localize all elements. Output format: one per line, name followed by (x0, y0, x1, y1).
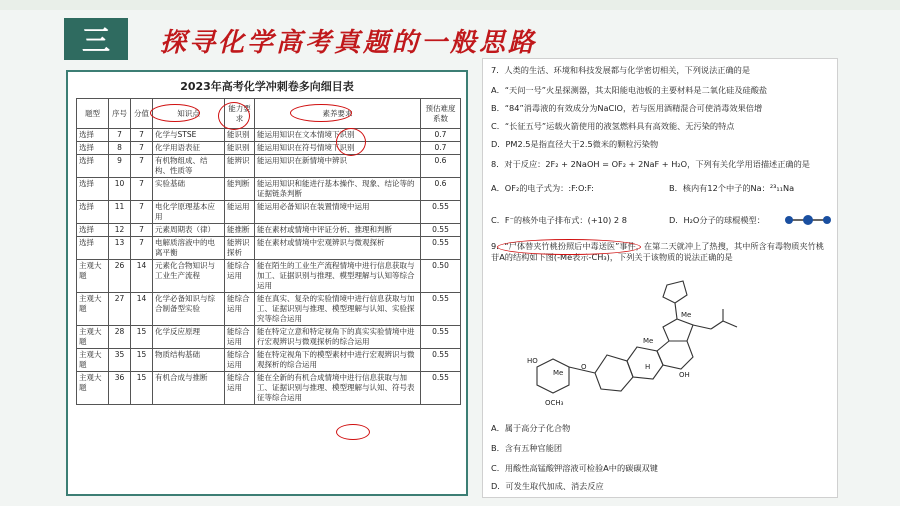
table-cell: 主观大题 (77, 293, 109, 326)
table-cell: 能在全新的有机合成情境中进行信息获取与加工、证据识别与推理、模型理解与认知、符号表征等综合运用 (255, 372, 421, 405)
table-cell: 选择 (77, 237, 109, 260)
table-cell: 0.6 (421, 155, 461, 178)
table-cell: 能综合运用 (225, 260, 255, 293)
table-cell: 电化学原理基本应用 (153, 201, 225, 224)
table-cell: 35 (109, 349, 131, 372)
table-cell: 实验基础 (153, 178, 225, 201)
table-cell: 0.7 (421, 142, 461, 155)
table-cell: 选择 (77, 224, 109, 237)
top-strip (0, 0, 900, 10)
table-cell: 电解质溶液中的电离平衡 (153, 237, 225, 260)
slide-title: 探寻化学高考真题的一般思路 (160, 28, 538, 58)
mol-label: OH (679, 371, 690, 379)
table-cell: 12 (109, 224, 131, 237)
table-cell: 能运用知识在文本情境下识别 (255, 129, 421, 142)
table-cell: 能运用知识在符号情境下识别 (255, 142, 421, 155)
table-cell: 0.55 (421, 326, 461, 349)
q7-option: A．“天问一号”火星探测器，其太阳能电池板的主要材料是二氧化硅及硅酸盐 (491, 85, 768, 95)
col-header: 题型 (77, 99, 109, 129)
table-cell: 36 (109, 372, 131, 405)
table-cell: 能在素材或情境中宏观辨识与微观探析 (255, 237, 421, 260)
table-cell: 选择 (77, 142, 109, 155)
col-header: 预估难度系数 (421, 99, 461, 129)
table-cell: 能识别 (225, 142, 255, 155)
highlight-oval (218, 102, 250, 130)
col-header: 知识点 (153, 99, 225, 129)
q9-option: C．用酸性高锰酸钾溶液可检验A中的碳碳双键 (491, 463, 658, 473)
table-cell: 主观大题 (77, 372, 109, 405)
mol-label: Me (643, 337, 654, 345)
table-cell: 7 (131, 224, 153, 237)
col-header: 能力要求 (225, 99, 255, 129)
water-ball-stick-model (783, 213, 833, 227)
table-cell: 能在特定立意和特定视角下的真实实验情境中进行宏观辨识与微观探析的综合运用 (255, 326, 421, 349)
table-cell: 11 (109, 201, 131, 224)
table-cell: 化学用语表征 (153, 142, 225, 155)
q8-option-d: D．H₂O分子的球棍模型： (669, 215, 765, 225)
table-cell: 能辨识 (225, 155, 255, 178)
spec-table-panel (66, 70, 468, 496)
table-row (77, 372, 461, 405)
spec-table (76, 98, 461, 405)
table-cell: 7 (131, 201, 153, 224)
table-cell: 主观大题 (77, 349, 109, 372)
table-title: 2023年高考化学冲刺卷多向细目表 (180, 80, 354, 93)
table-row (77, 224, 461, 237)
mol-label: O (581, 363, 587, 371)
table-cell: 能运用必备知识在装置情境中运用 (255, 201, 421, 224)
q7-option: B．“84”消毒液的有效成分为NaClO，若与医用酒精混合可使消毒效果倍增 (491, 103, 763, 113)
table-cell: 能运用 (225, 201, 255, 224)
table-cell: 能在真实、复杂的实验情境中进行信息获取与加工、证据识别与推理、模型理解与认知、实验探究等综合运用 (255, 293, 421, 326)
highlight-oval (150, 104, 200, 122)
q7-option: D．PM2.5是指直径大于2.5微米的颗粒污染物 (491, 139, 659, 149)
table-cell: 13 (109, 237, 131, 260)
q7-option: C．“长征五号”运载火箭使用的液氢燃料具有高效能、无污染的特点 (491, 121, 735, 131)
table-cell: 化学必备知识与综合制备型实验 (153, 293, 225, 326)
col-header: 素养要求 (255, 99, 421, 129)
table-row (77, 260, 461, 293)
q9-stem: 9．“尸体替夹竹桃扮照后中毒送医”事件，在第二天就冲上了热搜，其中所含有毒物质夹竹桃苷A的结构如下图(-Me表示-CH₃)，下列关于该物质的说法正确的是 (491, 241, 825, 262)
table-row (77, 155, 461, 178)
table-row (77, 129, 461, 142)
table-cell: 0.7 (421, 129, 461, 142)
q8-option-c: C．F⁻的核外电子排布式：(+10) 2 8 (491, 215, 627, 225)
table-cell: 选择 (77, 129, 109, 142)
table-cell: 7 (131, 155, 153, 178)
table-cell: 7 (131, 237, 153, 260)
table-cell: 能综合运用 (225, 349, 255, 372)
table-cell: 8 (109, 142, 131, 155)
table-cell: 能运用知识在新情境中辨识 (255, 155, 421, 178)
table-cell: 7 (131, 142, 153, 155)
q9-option: D．可发生取代加成、消去反应 (491, 481, 604, 491)
oleandrin-structure-diagram (527, 277, 757, 407)
q7-stem: 7．人类的生活、环境和科技发展都与化学密切相关，下列说法正确的是 (491, 65, 751, 75)
table-cell: 能在特定视角下的模型素材中进行宏观辨识与微观探析的综合运用 (255, 349, 421, 372)
highlight-oval (290, 104, 352, 122)
table-cell: 9 (109, 155, 131, 178)
table-cell: 0.55 (421, 349, 461, 372)
table-cell: 28 (109, 326, 131, 349)
table-cell: 元素周期表（律） (153, 224, 225, 237)
table-cell: 能综合运用 (225, 372, 255, 405)
table-cell: 26 (109, 260, 131, 293)
table-row (77, 201, 461, 224)
q8-option-a: A．OF₂的电子式为：:F:O:F: (491, 183, 594, 193)
mol-label: Me (553, 369, 564, 377)
table-cell: 主观大题 (77, 326, 109, 349)
table-row (77, 293, 461, 326)
table-cell: 0.55 (421, 372, 461, 405)
table-cell: 选择 (77, 155, 109, 178)
table-cell: 7 (131, 178, 153, 201)
table-cell: 能在陌生的工业生产流程情境中进行信息获取与加工、证据识别与推理、模型理解与认知等综合运用 (255, 260, 421, 293)
col-header: 序号 (109, 99, 131, 129)
table-cell: 0.55 (421, 293, 461, 326)
mol-label: HO (527, 357, 538, 365)
table-cell: 有机合成与推断 (153, 372, 225, 405)
q9-option: B．含有五种官能团 (491, 443, 563, 453)
q8-option-b: B．核内有12个中子的Na：²³₁₁Na (669, 183, 795, 193)
table-cell: 能辨识探析 (225, 237, 255, 260)
table-cell: 化学反应原理 (153, 326, 225, 349)
table-row (77, 178, 461, 201)
table-cell: 15 (131, 349, 153, 372)
table-cell: 7 (109, 129, 131, 142)
table-row (77, 326, 461, 349)
table-cell: 0.55 (421, 224, 461, 237)
table-cell: 能运用知识和能进行基本操作、现象、结论等的证据链条判断 (255, 178, 421, 201)
section-number-badge: 三 (64, 18, 128, 60)
exam-questions-panel (482, 58, 838, 498)
q8-stem: 8．对于反应：2F₂ + 2NaOH = OF₂ + 2NaF + H₂O，下列有关化学用语描述正确的是 (491, 159, 810, 169)
table-cell: 15 (131, 372, 153, 405)
table-header-row (77, 99, 461, 129)
table-cell: 化学与STSE (153, 129, 225, 142)
table-cell: 选择 (77, 201, 109, 224)
table-cell: 10 (109, 178, 131, 201)
table-cell: 0.55 (421, 201, 461, 224)
table-cell: 14 (131, 293, 153, 326)
highlight-oval (336, 128, 366, 156)
table-cell: 元素化合物知识与工业生产流程 (153, 260, 225, 293)
highlight-oval (336, 424, 370, 440)
table-cell: 能识别 (225, 129, 255, 142)
table-cell: 0.55 (421, 237, 461, 260)
mol-label: OCH₃ (545, 399, 564, 407)
col-header: 分值 (131, 99, 153, 129)
table-cell: 物质结构基础 (153, 349, 225, 372)
table-cell: 能综合运用 (225, 293, 255, 326)
table-cell: 7 (131, 129, 153, 142)
table-cell: 主观大题 (77, 260, 109, 293)
table-cell: 27 (109, 293, 131, 326)
table-cell: 能综合运用 (225, 326, 255, 349)
table-cell: 能判断 (225, 178, 255, 201)
table-cell: 能推断 (225, 224, 255, 237)
table-cell: 有机物组成、结构、性质等 (153, 155, 225, 178)
q9-option: A．属于高分子化合物 (491, 423, 571, 433)
mol-label: Me (681, 311, 692, 319)
table-cell: 14 (131, 260, 153, 293)
table-cell: 0.50 (421, 260, 461, 293)
table-cell: 0.6 (421, 178, 461, 201)
table-cell: 能在素材或情境中评证分析、推理和判断 (255, 224, 421, 237)
highlight-oval (497, 239, 641, 255)
table-cell: 选择 (77, 178, 109, 201)
table-row (77, 142, 461, 155)
table-row (77, 237, 461, 260)
table-cell: 15 (131, 326, 153, 349)
mol-label: H (645, 363, 651, 371)
table-row (77, 349, 461, 372)
